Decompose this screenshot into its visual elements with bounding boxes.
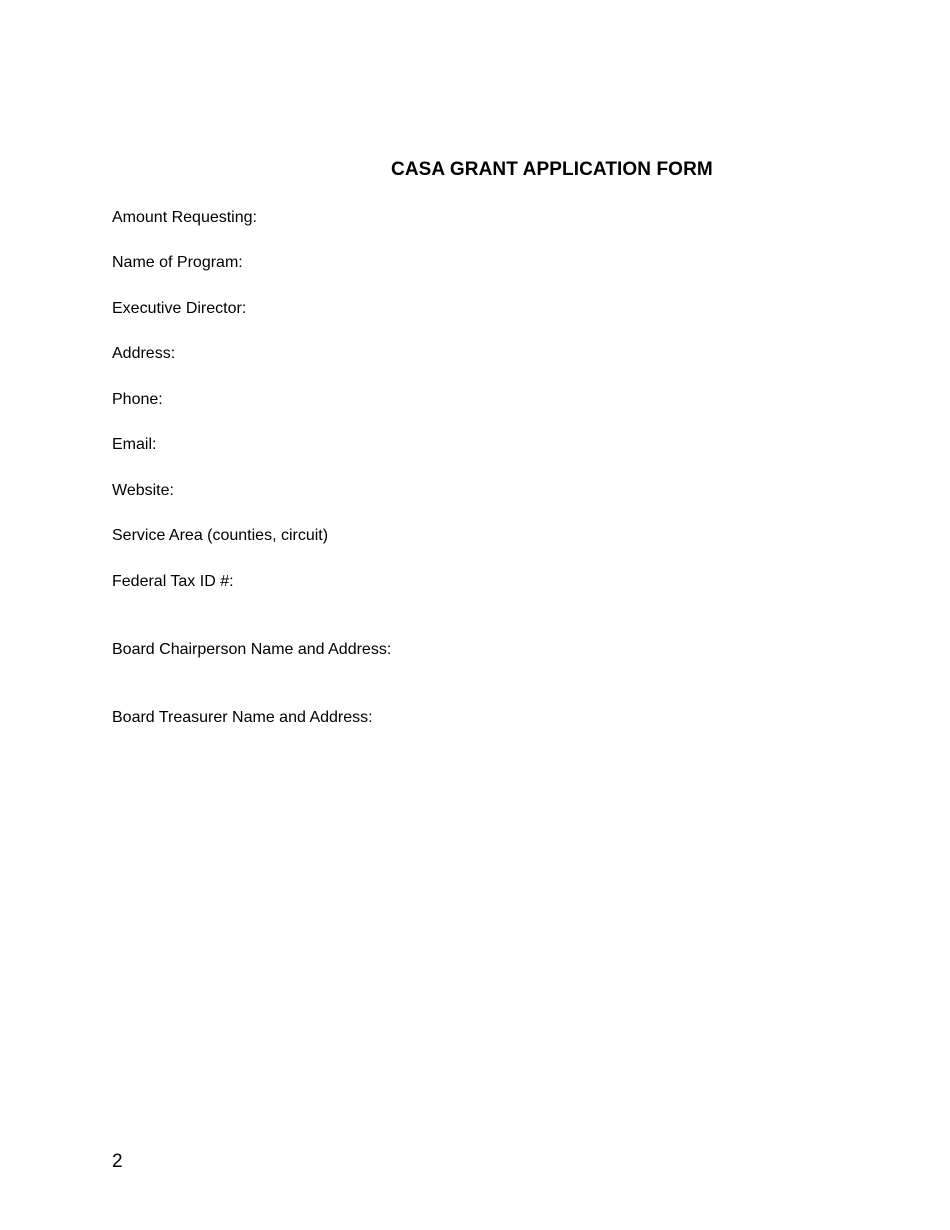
field-label-name-of-program: Name of Program:: [112, 254, 243, 271]
field-label-website: Website:: [112, 482, 174, 499]
field-label-address: Address:: [112, 345, 176, 362]
field-label-board-chairperson: Board Chairperson Name and Address:: [112, 641, 392, 658]
field-label-email: Email:: [112, 436, 157, 453]
page-number: 2: [112, 1151, 123, 1172]
field-label-service-area: Service Area (counties, circuit): [112, 527, 329, 544]
field-label-phone: Phone:: [112, 391, 163, 408]
field-label-federal-tax-id: Federal Tax ID #:: [112, 573, 234, 590]
field-label-amount-requesting: Amount Requesting:: [112, 209, 257, 226]
form-title: CASA GRANT APPLICATION FORM: [391, 159, 713, 180]
field-label-board-treasurer: Board Treasurer Name and Address:: [112, 709, 373, 726]
field-label-executive-director: Executive Director:: [112, 300, 247, 317]
